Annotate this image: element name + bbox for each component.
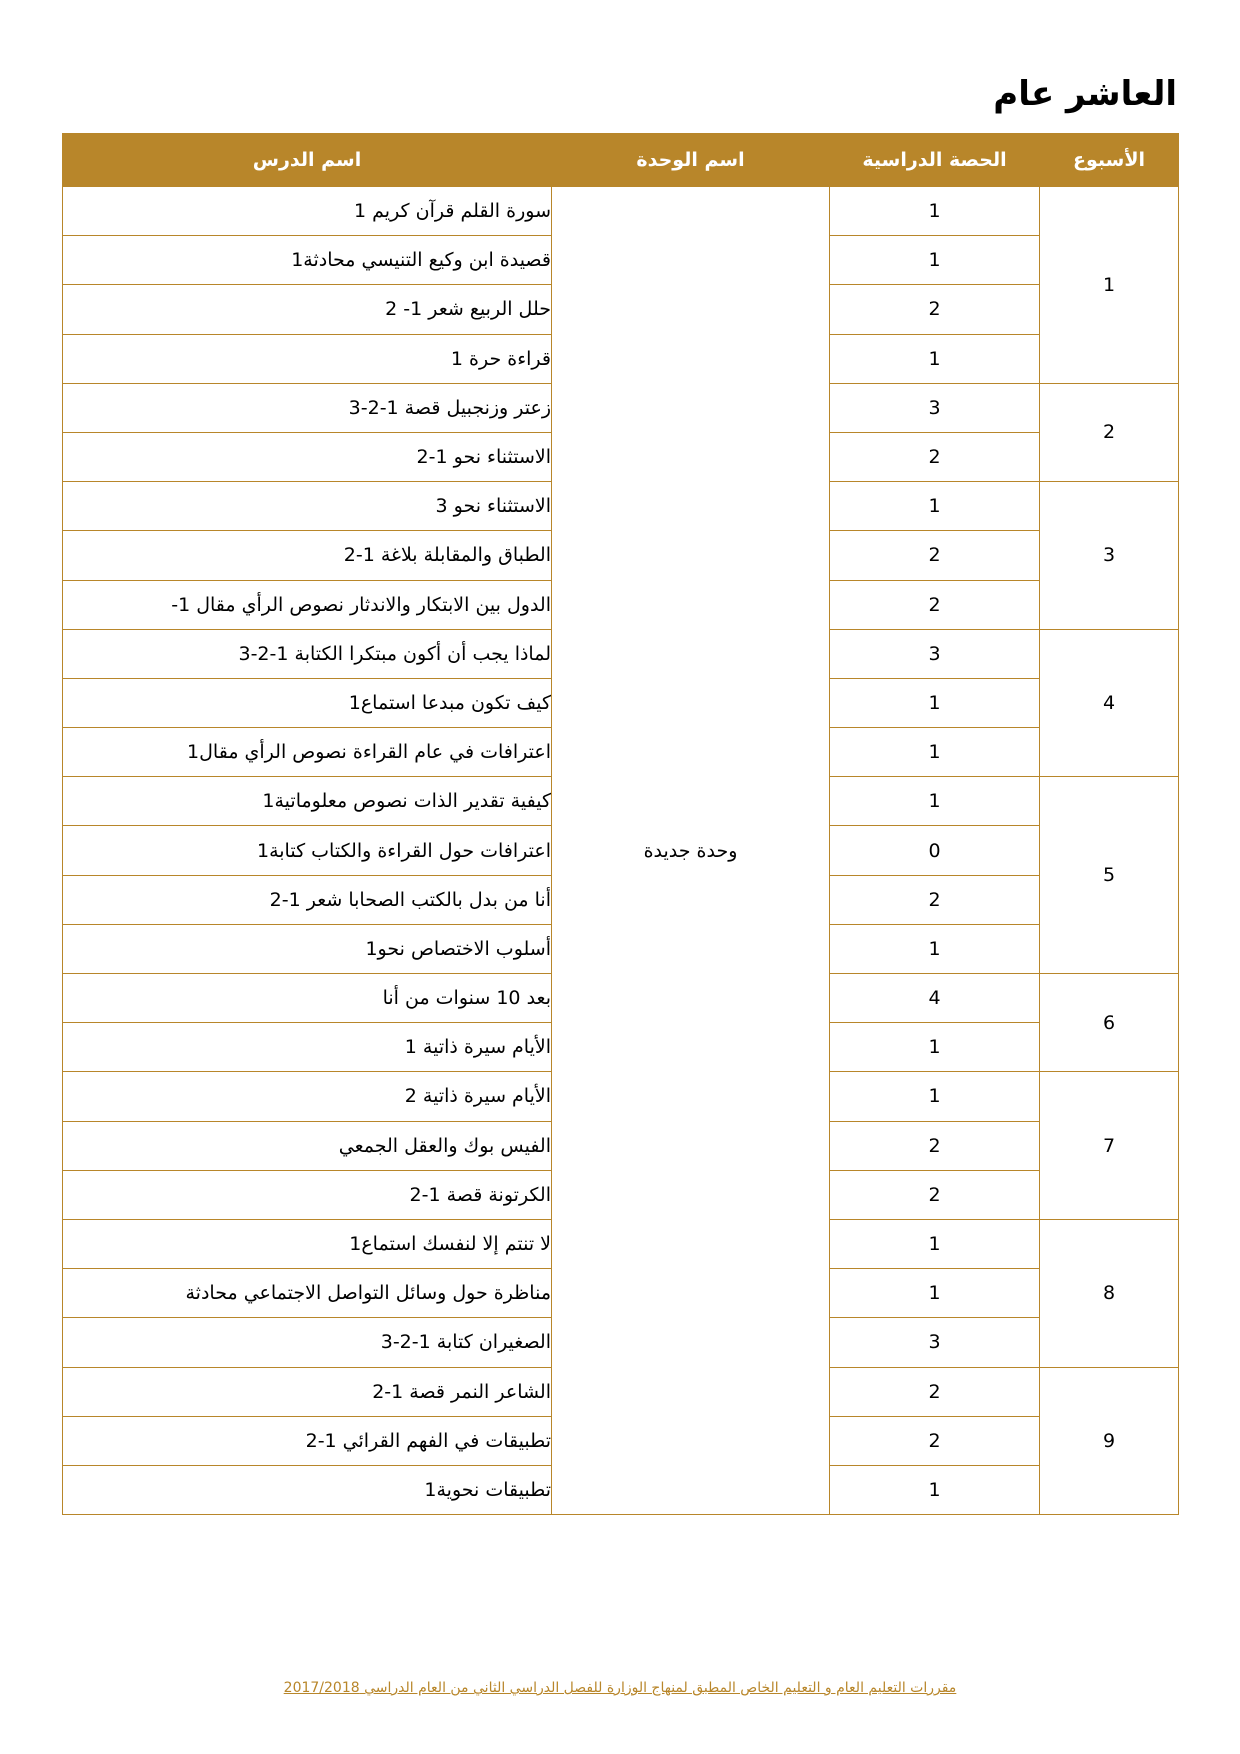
period-count-cell: 1 xyxy=(830,1269,1040,1318)
period-count-cell: 3 xyxy=(830,1318,1040,1367)
period-count-cell: 1 xyxy=(830,236,1040,285)
header-period: الحصة الدراسية xyxy=(830,134,1040,187)
period-count-cell: 2 xyxy=(830,531,1040,580)
period-count-cell: 2 xyxy=(830,580,1040,629)
footer-note: مقررات التعليم العام و التعليم الخاص المطبق لمنهاج الوزارة للفصل الدراسي الثاني من العام الدراسي 2017/2018 xyxy=(283,1680,957,1696)
lesson-name-cell: مناظرة حول وسائل التواصل الاجتماعي محادثة xyxy=(63,1269,552,1318)
week-number-cell: 6 xyxy=(1040,974,1179,1072)
period-count-cell: 1 xyxy=(830,187,1040,236)
period-count-cell: 1 xyxy=(830,1465,1040,1514)
period-count-cell: 2 xyxy=(830,1170,1040,1219)
week-number-cell: 8 xyxy=(1040,1219,1179,1367)
period-count-cell: 2 xyxy=(830,1121,1040,1170)
period-count-cell: 1 xyxy=(830,924,1040,973)
lesson-name-cell: الأيام سيرة ذاتية 2 xyxy=(63,1072,552,1121)
lesson-name-cell: اعترافات في عام القراءة نصوص الرأي مقال1 xyxy=(63,728,552,777)
lesson-name-cell: أسلوب الاختصاص نحو1 xyxy=(63,924,552,973)
lesson-name-cell: زعتر وزنجبيل قصة 1-2-3 xyxy=(63,383,552,432)
lesson-name-cell: سورة القلم قرآن كريم 1 xyxy=(63,187,552,236)
lesson-name-cell: الكرتونة قصة 1-2 xyxy=(63,1170,552,1219)
table-row xyxy=(63,187,1179,236)
lesson-name-cell: الاستثناء نحو 1-2 xyxy=(63,432,552,481)
period-count-cell: 1 xyxy=(830,1219,1040,1268)
period-count-cell: 3 xyxy=(830,629,1040,678)
week-number-cell: 9 xyxy=(1040,1367,1179,1515)
lesson-name-cell: الاستثناء نحو 3 xyxy=(63,482,552,531)
page-title: العاشر عام xyxy=(993,74,1177,114)
header-lesson: اسم الدرس xyxy=(63,134,552,187)
period-count-cell: 1 xyxy=(830,728,1040,777)
week-number-cell: 5 xyxy=(1040,777,1179,974)
period-count-cell: 1 xyxy=(830,678,1040,727)
lesson-name-cell: قراءة حرة 1 xyxy=(63,334,552,383)
lesson-name-cell: اعترافات حول القراءة والكتاب كتابة1 xyxy=(63,826,552,875)
lesson-name-cell: تطبيقات في الفهم القرائي 1-2 xyxy=(63,1416,552,1465)
table-header-row xyxy=(63,134,1179,187)
lesson-name-cell: الفيس بوك والعقل الجمعي xyxy=(63,1121,552,1170)
lesson-name-cell: الشاعر النمر قصة 1-2 xyxy=(63,1367,552,1416)
lesson-name-cell: لماذا يجب أن أكون مبتكرا الكتابة 1-2-3 xyxy=(63,629,552,678)
period-count-cell: 4 xyxy=(830,974,1040,1023)
lesson-name-cell: قصيدة ابن وكيع التنيسي محادثة1 xyxy=(63,236,552,285)
period-count-cell: 2 xyxy=(830,1367,1040,1416)
week-number-cell: 1 xyxy=(1040,187,1179,384)
header-unit: اسم الوحدة xyxy=(552,134,830,187)
period-count-cell: 2 xyxy=(830,432,1040,481)
period-count-cell: 1 xyxy=(830,482,1040,531)
period-count-cell: 2 xyxy=(830,1416,1040,1465)
lesson-name-cell: حلل الربيع شعر 1- 2 xyxy=(63,285,552,334)
week-number-cell: 7 xyxy=(1040,1072,1179,1220)
lesson-schedule-table xyxy=(62,133,1179,1515)
header-week: الأسبوع xyxy=(1040,134,1179,187)
lesson-name-cell: بعد 10 سنوات من أنا xyxy=(63,974,552,1023)
unit-name-cell: وحدة جديدة xyxy=(552,187,830,1515)
lesson-name-cell: الدول بين الابتكار والاندثار نصوص الرأي مقال 1- xyxy=(63,580,552,629)
period-count-cell: 1 xyxy=(830,1072,1040,1121)
lesson-name-cell: تطبيقات نحوية1 xyxy=(63,1465,552,1514)
week-number-cell: 4 xyxy=(1040,629,1179,777)
week-number-cell: 2 xyxy=(1040,383,1179,481)
lesson-name-cell: الطباق والمقابلة بلاغة 1-2 xyxy=(63,531,552,580)
period-count-cell: 0 xyxy=(830,826,1040,875)
lesson-name-cell: كيف تكون مبدعا استماع1 xyxy=(63,678,552,727)
period-count-cell: 1 xyxy=(830,777,1040,826)
lesson-name-cell: الصغيران كتابة 1-2-3 xyxy=(63,1318,552,1367)
week-number-cell: 3 xyxy=(1040,482,1179,630)
lesson-name-cell: كيفية تقدير الذات نصوص معلوماتية1 xyxy=(63,777,552,826)
period-count-cell: 1 xyxy=(830,1023,1040,1072)
lesson-name-cell: الأيام سيرة ذاتية 1 xyxy=(63,1023,552,1072)
lesson-name-cell: أنا من بدل بالكتب الصحابا شعر 1-2 xyxy=(63,875,552,924)
period-count-cell: 3 xyxy=(830,383,1040,432)
lesson-name-cell: لا تنتم إلا لنفسك استماع1 xyxy=(63,1219,552,1268)
period-count-cell: 2 xyxy=(830,875,1040,924)
period-count-cell: 1 xyxy=(830,334,1040,383)
period-count-cell: 2 xyxy=(830,285,1040,334)
